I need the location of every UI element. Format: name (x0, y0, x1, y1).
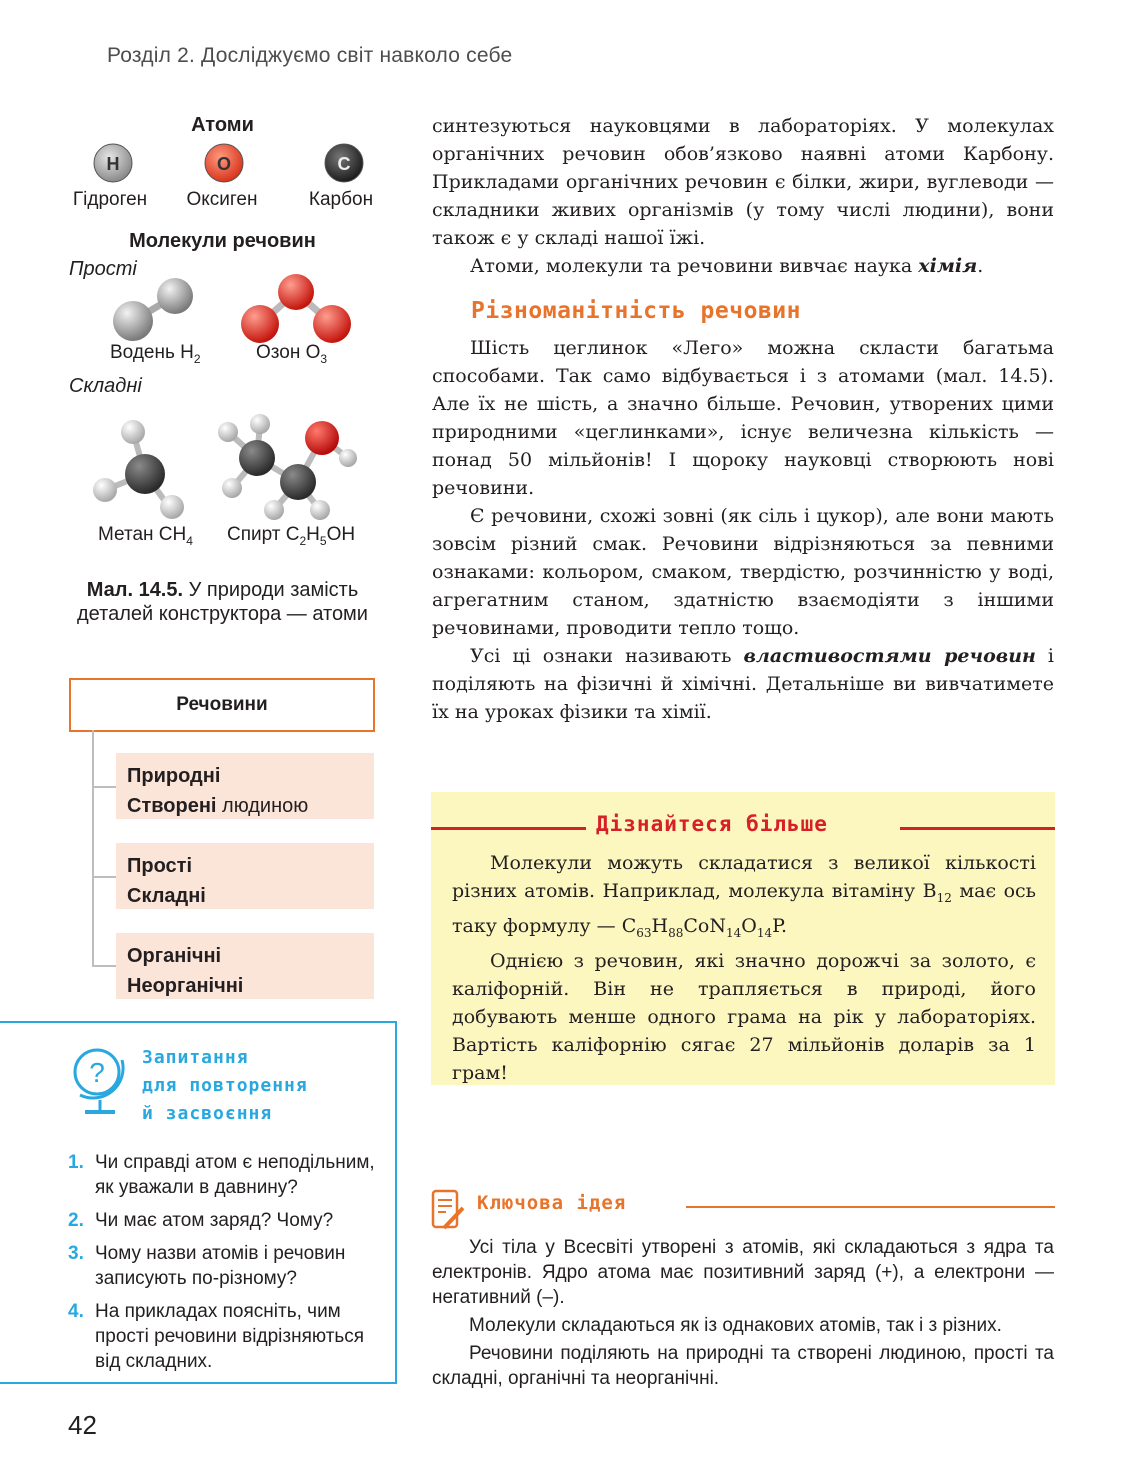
ethanol-molecule-icon (210, 410, 360, 525)
question-item: 2. Чи має атом заряд? Чому? (68, 1210, 334, 1231)
tree-branch (92, 876, 116, 878)
ozone-molecule-icon (238, 272, 354, 347)
key-idea-paragraph: Усі тіла у Всесвіті утворені з атомів, які складаються з ядра та електронів. Ядро атома має позитивний заряд (+), а електрони — негативний (–). (432, 1237, 1054, 1308)
tree-root: Речовини (69, 678, 375, 732)
atoms-title: Атоми (191, 114, 254, 136)
learn-more-rule (431, 827, 586, 830)
atom-symbol-c: C (337, 154, 351, 174)
learn-more-paragraph: Однією з речовин, які значно дорожчі за золото, є каліфорній. Він не трапляється в природі, його добувають менше одного грама на рік у лабораторіях. Вартість каліфорнію сягає 27 мільйонів доларів за 1 грам! (452, 949, 1036, 1084)
body-paragraph: Шість цеглинок «Лего» можна скласти багатьма способами. Так само відбувається і з атомами (мал. 14.5). Але їх не шість, а значно більше. Речовин, утворених цими природними «цеглинками», існує величезна кількість — понад 50 мільйонів! І щороку науковці створюють нові речовини. (432, 337, 1054, 499)
atoms-icons (80, 140, 380, 188)
simple-label: Прості (69, 258, 137, 280)
questions-title: Запитання для повторення й засвоєння (142, 1047, 308, 1124)
hydrogen-atom-icon (94, 144, 132, 182)
key-idea-rule (686, 1206, 1055, 1208)
tree-branch (92, 965, 116, 967)
carbon-atom-icon (325, 144, 363, 182)
svg-text:?: ? (89, 1057, 105, 1088)
tree-group-organic: Органічні Неорганічні (116, 933, 374, 999)
question-item: 4. На прикладах поясніть, чим прості речовини відрізняються від складних. (68, 1301, 365, 1372)
notepad-pencil-icon (430, 1188, 466, 1234)
body-paragraph: Є речовини, схожі зовні (як сіль і цукор), але вони мають зовсім різний смак. Речовини відрізняються за певними ознаками: кольором, смаком, твердістю, розчинністю у воді, агрегатним станом, здатністю взаємодіяти з іншими речовинами, проводити тепло тощо. (432, 505, 1054, 639)
tree-branch (92, 786, 116, 788)
body-paragraph: Атоми, молекули та речовини вивчає наука хімія. (470, 255, 984, 277)
figure-caption: Мал. 14.5. У природи замість деталей конструктора — атоми (77, 579, 368, 625)
molecules-title: Молекули речовин (129, 230, 316, 252)
atom-symbol-h: H (106, 154, 120, 174)
questions-list (68, 1150, 378, 1382)
learn-more-text (452, 849, 1036, 1087)
tree-group-composition: Прості Складні (116, 843, 374, 909)
question-item: 1. Чи справді атом є неподільним, як уважали в давнину? (68, 1152, 375, 1198)
question-item: 3. Чому назви атомів і речовин записують по-різному? (68, 1243, 346, 1289)
page-number: 42 (68, 1410, 97, 1440)
body-paragraph: Усі ці ознаки називають властивостями речовин і поділяють на фізичні й хімічні. Детальніше ви вивчатимете їх на уроках фізики та хімії. (432, 645, 1054, 723)
chapter-header: Розділ 2. Досліджуємо світ навколо себе (107, 44, 513, 67)
atom-label-oxygen: Оксиген (186, 189, 258, 210)
complex-label: Складні (69, 375, 142, 397)
key-idea-paragraph: Речовини поділяють на природні та створені людиною, прості та складні, органічні та неорганічні. (432, 1343, 1054, 1389)
atom-symbol-o: O (216, 154, 232, 174)
ethanol-label: Спирт $C_2H_5OH$ (227, 524, 356, 548)
atom-label-hydrogen: Гідроген (72, 189, 148, 210)
body-paragraph: синтезуються науковцями в лабораторіях. У молекулах органічних речовин обов’язково наявні атоми Карбону. Прикладами органічних речовин є білки, жири, вуглеводи — складники живих організмів (у тому числі людини), вони також є у складі нашої їжі. (432, 115, 1054, 249)
methane-label: Метан $CH_4$ (98, 524, 193, 548)
key-idea-paragraph: Молекули складаються як із однакових атомів, так і з різних. (469, 1315, 1002, 1336)
ozone-label: Озон $O_3$ (256, 342, 328, 366)
section-title: Різноманітність речовин (471, 298, 801, 324)
globe-question-icon (70, 1040, 130, 1120)
tree-connector (92, 730, 94, 966)
hydrogen-molecule-icon (105, 274, 200, 346)
body-main (432, 334, 1054, 726)
methane-molecule-icon (90, 412, 200, 522)
oxygen-atom-icon (205, 144, 243, 182)
learn-more-title: Дізнайтеся більше (596, 812, 828, 836)
body-intro (432, 112, 1054, 280)
key-idea-title: Ключова ідея (477, 1192, 627, 1214)
atom-label-carbon: Карбон (308, 189, 374, 210)
learn-more-paragraph: Молекули можуть складатися з великої кількості різних атомів. Наприклад, молекула вітаміну $B_{12}$ має ось таку формулу — $C_{63}H_{88}CoN_{14}O_{14}P$. (452, 852, 1036, 940)
hydrogen-label: Водень $H_2$ (110, 342, 201, 366)
key-idea-text (432, 1235, 1054, 1394)
tree-group-origin: Природні Створені людиною (116, 753, 374, 819)
learn-more-rule (900, 827, 1055, 830)
